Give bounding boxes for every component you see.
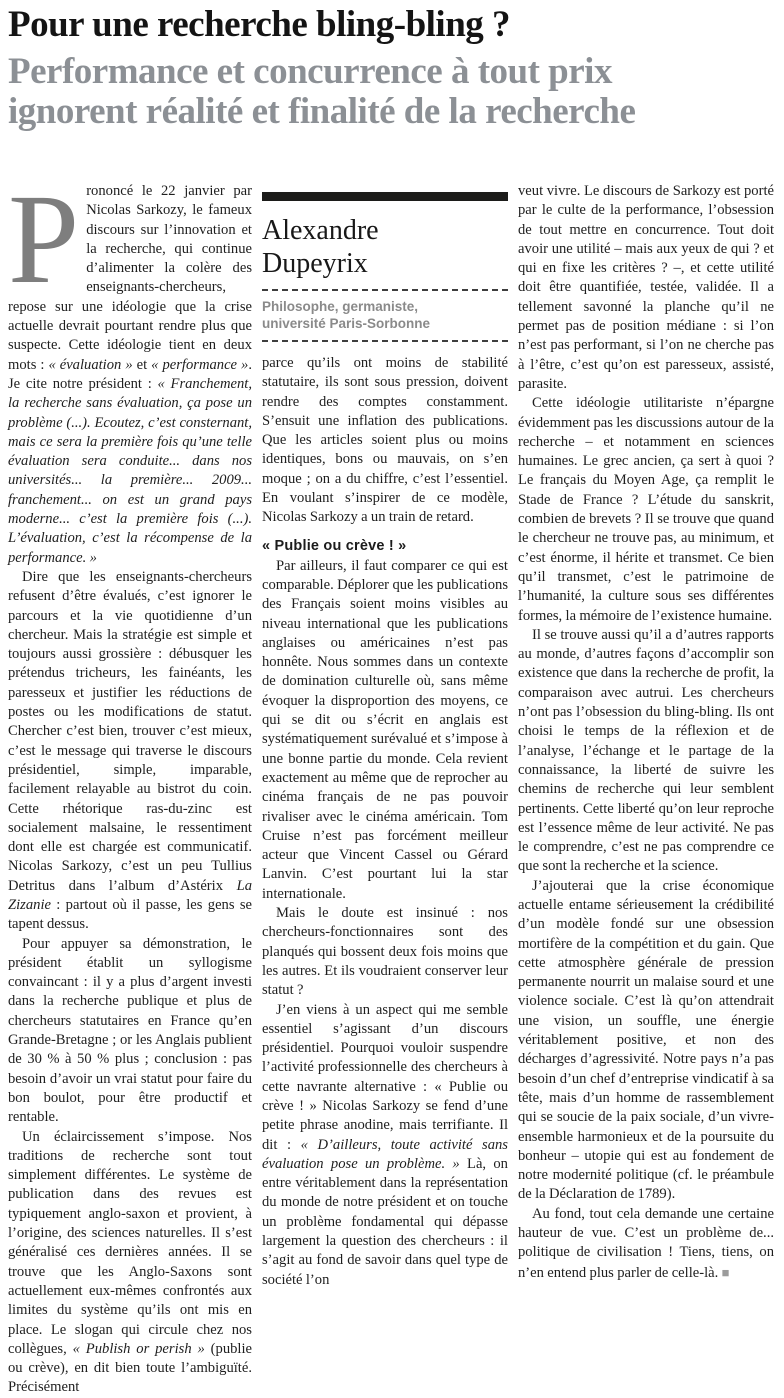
author-name-line1: Alexandre — [262, 215, 379, 246]
section-subhead: « Publie ou crève ! » — [262, 537, 407, 554]
end-of-article-marker: ■ — [721, 1264, 730, 1280]
column-1 — [8, 168, 253, 1398]
article-paragraph: Par ailleurs, il faut comparer ce qui est comparable. Déplorer que les publications des Français soient moins visibles au niveau international que les publications anglaises ou américaines n’est pas honnête. Nous sommes dans un contexte de domination culturelle où, sans même évoquer la disproportion des moyens, ce qui se dit ou s’écrit en anglais est systématiquement surévalué et s’impose à une bonne partie du monde. Cela revient exactement au même que de reprocher au cinéma français de ne pas pouvoir rivaliser avec le cinéma américain. Tom Cruise n’est pas forcément meilleur acteur que Vincent Cassel ou Gérard Lanvin. C’est pourtant lui la star internationale. — [262, 557, 508, 902]
article-title: Pour une recherche bling-bling ? — [8, 4, 511, 45]
article-paragraph: Mais le doute est insinué : nos chercheurs-fonctionnaires sont des planqués qui bossent deux fois moins que les autres. Et ils voudraient conserver leur statut ? — [262, 905, 508, 999]
dashed-divider-bottom — [262, 340, 508, 342]
drop-cap: P — [8, 168, 80, 310]
author-role-line2: université Paris-Sorbonne — [262, 316, 431, 331]
article-columns — [8, 168, 774, 1398]
author-name-line2: Dupeyrix — [262, 248, 368, 279]
article-subtitle: Performance et concurrence à tout prix ignorent réalité et finalité de la recherche — [8, 51, 636, 132]
article-paragraph: Un éclaircissement s’impose. Nos traditions de recherche sont tout simplement différentes. Le système de publication dans des revues est typiquement anglo-saxon et provient, à l’origine, des sciences naturelles. Il s’est généralisé ces dernières années. Il se trouve que les Anglo-Saxons sont actuellement eux-mêmes confrontés aux limites du système qu’ils ont mis en place. Le slogan qui circule chez nos collègues, « Publish or perish » (publie ou crève), en dit bien toute l’ambiguïté. Précisément — [8, 1128, 253, 1396]
article-paragraph: Dire que les enseignants-chercheurs refusent d’être évalués, c’est ignorer le parcours et la vie quotidienne d’un chercheur. Mais la stratégie est simple et toujours aussi grossière : débusquer les prétendus tricheurs, les fainéants, les paresseux et justifier les réductions de postes ou les modifications de statut. Chercher c’est bien, trouver c’est mieux, c’est le message qui traverse le discours présidentiel, simple, imparable, facilement relayable au bistrot du coin. Cette rhétorique ras-du-zinc est socialement malsaine, le ressentiment dont elle est chargée est communicatif. Nicolas Sarkozy, c’est un peu Tullius Detritus dans l’album d’Astérix La Zizanie : partout où il passe, les gens se tapent dessus. — [8, 568, 252, 933]
article-paragraph: J’en viens à un aspect qui me semble essentiel s’agissant d’un discours présidentiel. Pourquoi vouloir suspendre l’activité professionnelle des chercheurs à cette navrante alternative : « Publie ou crève ! » Nicolas Sarkozy se fend d’une petite phrase anodine, mais terrifiante. Il dit : « D’ailleurs, toute activité sans évaluation pose un problème. » Là, on entre véritablement dans la représentation du monde de notre président et on touche un problème fondamental qui dépasse largement la question des chercheurs : il s’agit au fond de savoir dans quel type de société l’on — [262, 1001, 508, 1288]
column-3 — [518, 182, 774, 1398]
column-2-text — [262, 354, 508, 1290]
article-paragraph: veut vivre. Le discours de Sarkozy est porté par le culte de la performance, l’obsession de tout mettre en concurrence. Tout doit avoir une utilité – mais aux yeux de qui ? et qui en fixe les critères ? –, et cette utilité doit être quantifiée, testée, validée. Il a tellement savonné la planche qu’il ne permet pas de position médiane : si l’on n’est pas performant, si l’on ne cherche pas à l’être, c’est qu’on est paresseux, assisté, parasite. — [518, 183, 774, 392]
author-role — [262, 291, 508, 340]
author-name — [262, 214, 508, 289]
article-paragraph: Il se trouve aussi qu’il a d’autres rapports au monde, d’autres façons d’accomplir son existence que dans la recherche de profit, la comparaison avec autrui. Les chercheurs n’ont pas l’obsession du bling-bling. Ils ont choisi le temps de la réflexion et de l’analyse, l’échange et le partage de la connaissance, la liberté de suivre les chemins de recherche qui leur semblent pertinents. Cette liberté qu’on leur reproche est l’essence même de leur activité. Ne pas le comprendre, c’est ne pas comprendre ce que sont la recherche et la science. — [518, 626, 774, 875]
article-paragraph: J’ajouterai que la crise économique actuelle entame sérieusement la crédibilité d’un modèle fondé sur une obsession mortifère de la compétition et du gain. Que cette atmosphère générale de pression permanente nourrit un malaise sourd et une violence sociale. C’est là qu’on attendrait une vision, un souffle, une énergie véritablement positive, et non des décharges d’agressivité. Notre pays n’a pas besoin d’un chef d’entreprise vindicatif à sa tête, mais d’un homme de rassemblement qui se soucie de la paix sociale, d’un vivre-ensemble harmonieux et de la poursuite du bonheur – utopie qui est au fondement de notre modernité politique (cf. le préambule de la Déclaration de 1789). — [518, 877, 774, 1203]
author-role-line1: Philosophe, germaniste, — [262, 299, 419, 314]
article-paragraph: Au fond, tout cela demande une certaine hauteur de vue. C’est un problème de... politique de civilisation ! Tiens, tiens, on n’en entend plus parler de celle-là. ■ — [518, 1205, 774, 1281]
article-paragraph: Prononcé le 22 janvier par Nicolas Sarkozy, le fameux discours sur l’innovation et la recherche, qui continue d’alimenter la colère des enseignants-chercheurs, repose sur une idéologie que la crise actuelle devrait pourtant rendre plus que suspecte. Cette idéologie tient en deux mots : « évaluation » et « performance ». Je cite notre président : « Franchement, la recherche sans évaluation, ça pose un problème (...). Ecoutez, c’est consternant, mais ce sera la première fois qu’une telle évaluation sera conduite... dans nos universités... la première... 2009... franchement... on est un grand pays moderne... c’est la première fois (...). L’évaluation, c’est la récompense de la performance. » — [8, 168, 252, 566]
column-2 — [262, 182, 508, 1398]
author-top-bar — [262, 192, 508, 201]
author-block — [262, 192, 508, 342]
article-paragraph: Pour appuyer sa démonstration, le président établit un syllogisme convaincant : il y a plus d’argent investi dans la recherche publique et plus de chercheurs statutaires en France qu’en Grande-Bretagne ; or les Anglais publient de 30 % à 50 % plus ; conclusion : pas besoin d’avoir un vrai statut pour faire du bon boulot, pour être productif et rentable. — [8, 935, 252, 1126]
article-paragraph: Cette idéologie utilitariste n’épargne évidemment pas les discussions autour de la recherche – et notamment en sciences humaines. Le grec ancien, ça sert à quoi ? Le français du Moyen Age, ça remplit le Stade de France ? L’étude du sanskrit, combien de brevets ? Il se trouve que quand le chercheur ne trouve pas, au minimum, et c’est énorme, il hérite et transmet. Ce bien qu’il transmet, c’est le patrimoine de l’humanité, la culture sous ses différentes formes, la mémoire de l’existence humaine. — [518, 395, 774, 624]
article-paragraph: parce qu’ils ont moins de stabilité statutaire, ils sont sous pression, doivent rendre des comptes constamment. S’ensuit une inflation des publications. Que les articles soient plus ou moins identiques, bons ou mauvais, on s’en moque ; on a du chiffre, c’est l’essentiel. En voulant s’inspirer de ce modèle, Nicolas Sarkozy a un train de retard. — [262, 355, 508, 526]
